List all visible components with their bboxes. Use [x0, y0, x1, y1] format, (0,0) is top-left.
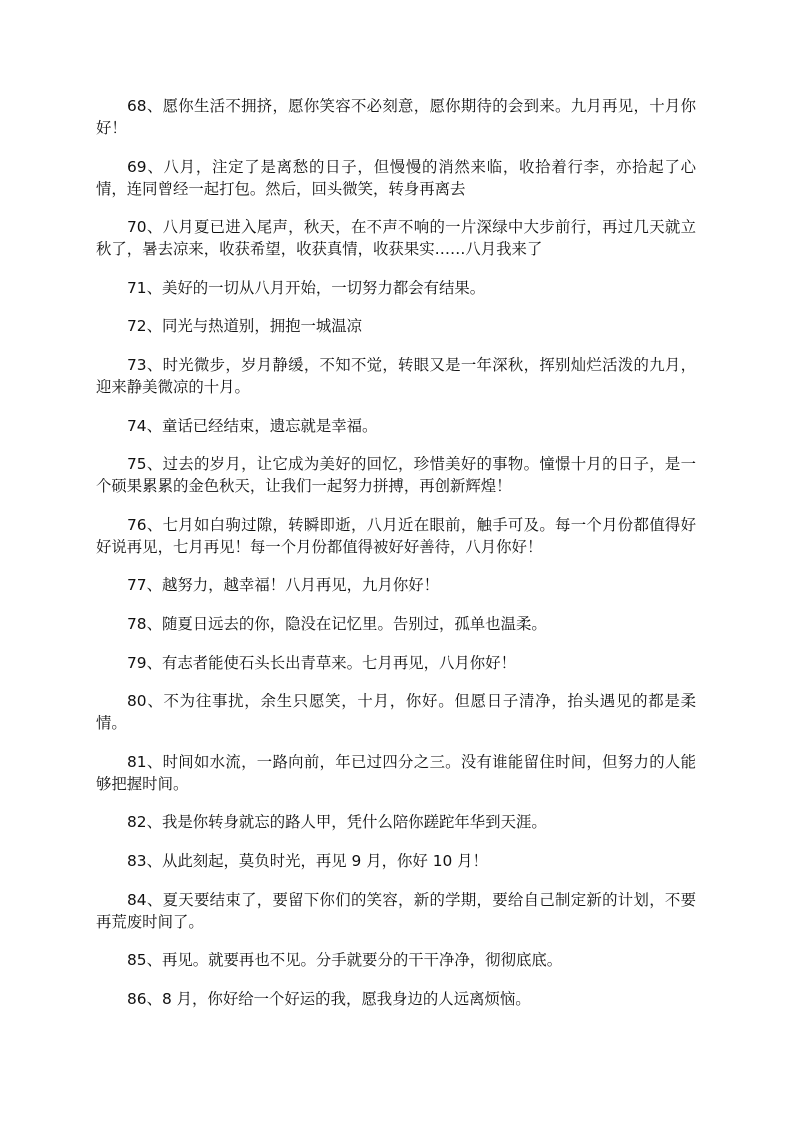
paragraph-71: 71、美好的一切从八月开始，一切努力都会有结果。	[127, 278, 486, 297]
paragraph-78: 78、随夏日远去的你，隐没在记忆里。告别过，孤单也温柔。	[127, 614, 547, 633]
paragraph-74: 74、童话已经结束，遗忘就是幸福。	[127, 416, 378, 435]
paragraph-75: 75、过去的岁月，让它成为美好的回忆，珍惜美好的事物。憧憬十月的日子，是一个硕果累累的金色秋天，让我们一起努力拼搏，再创新辉煌！	[96, 455, 696, 496]
paragraph-81: 81、时间如水流，一路向前，年已过四分之三。没有谁能留住时间，但努力的人能够把握时间。	[96, 752, 696, 793]
paragraph-77: 77、越努力，越幸福！八月再见，九月你好！	[127, 576, 440, 595]
paragraph-85: 85、再见。就要再也不见。分手就要分的干干净净，彻彻底底。	[127, 951, 563, 970]
paragraph-80: 80、不为往事扰，余生只愿笑，十月，你好。但愿日子清净，抬头遇见的都是柔情。	[96, 692, 696, 733]
paragraph-79: 79、有志者能使石头长出青草来。七月再见，八月你好！	[127, 653, 516, 672]
document-page	[96, 95, 696, 1026]
paragraph-82: 82、我是你转身就忘的路人甲，凭什么陪你蹉跎年华到天涯。	[127, 813, 547, 832]
paragraph-69: 69、八月，注定了是离愁的日子，但慢慢的消然来临，收拾着行李，亦拾起了心情，连同曾经一起打包。然后，回头微笑，转身再离去	[96, 157, 696, 198]
paragraph-76: 76、七月如白驹过隙，转瞬即逝，八月近在眼前，触手可及。每一个月份都值得好好说再见，七月再见！每一个月份都值得被好好善待，八月你好！	[96, 515, 696, 556]
paragraph-68: 68、愿你生活不拥挤，愿你笑容不必刻意，愿你期待的会到来。九月再见，十月你好！	[96, 97, 696, 137]
paragraph-84: 84、夏天要结束了，要留下你们的笑容，新的学期，要给自己制定新的计划，不要再荒废时间了。	[96, 890, 696, 931]
paragraph-70: 70、八月夏已进入尾声，秋天，在不声不响的一片深绿中大步前行，再过几天就立秋了，暑去凉来，收获希望，收获真情，收获果实……八月我来了	[96, 218, 696, 259]
paragraph-83: 83、从此刻起，莫负时光，再见 9 月，你好 10 月！	[127, 851, 488, 870]
paragraph-72: 72、同光与热道别，拥抱一城温凉	[127, 317, 363, 336]
paragraph-86: 86、8 月，你好给一个好运的我，愿我身边的人远离烦恼。	[127, 989, 531, 1008]
paragraph-73: 73、时光微步，岁月静缓，不知不觉，转眼又是一年深秋，挥别灿烂活泼的九月，迎来静美微凉的十月。	[96, 355, 696, 396]
